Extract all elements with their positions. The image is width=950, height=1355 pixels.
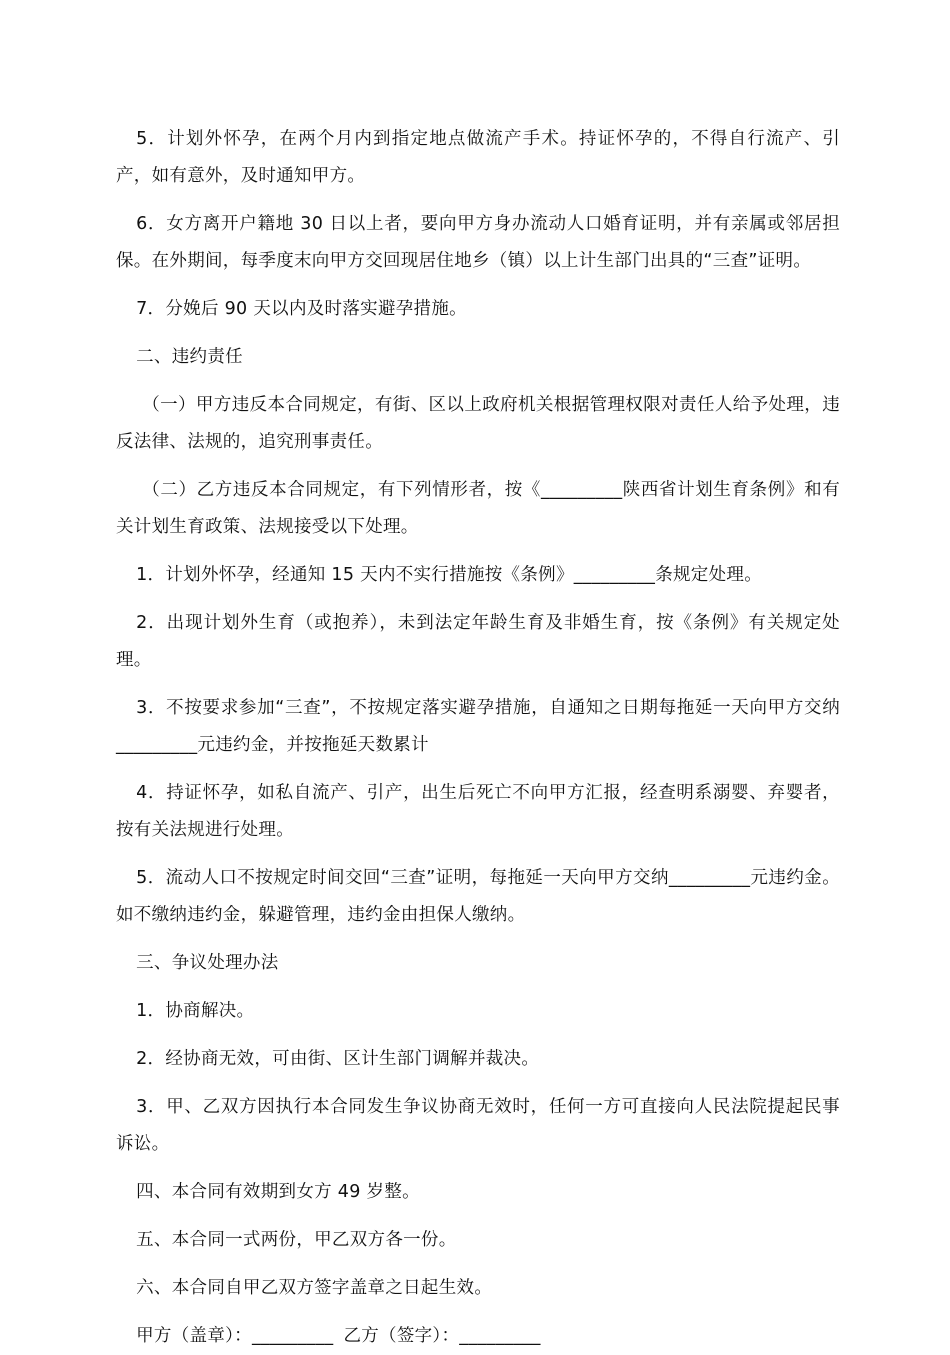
liability-item-4: 4．持证怀孕，如私自流产、引产，出生后死亡不向甲方汇报，经查明系溺婴、弃婴者，按有关法规进行处理。 [116,783,840,840]
section-heading-liability: 二、违约责任 [136,347,243,367]
clause-7-postpartum-contraception: 7．分娩后 90 天以内及时落实避孕措施。 [136,299,467,319]
liability-item-5: 5．流动人口不按规定时间交回“三查”证明，每拖延一天向甲方交纳_________元违约金。如不缴纳违约金，躲避管理，违约金由担保人缴纳。 [116,868,840,925]
section-heading-dispute: 三、争议处理办法 [136,953,279,973]
document-body [116,121,840,1355]
liability-item-2: 2．出现计划外生育（或抱养），未到法定年龄生育及非婚生育，按《条例》有关规定处理。 [116,613,840,670]
clause-6-migrant-certificate: 6．女方离开户籍地 30 日以上者，要向甲方身办流动人口婚育证明，并有亲属或邻居担保。在外期间，每季度末向甲方交回现居住地乡（镇）以上计生部门出具的“三查”证明。 [116,214,840,271]
liability-party-b: （二）乙方违反本合同规定，有下列情形者，按《_________陕西省计划生育条例》和有关计划生育政策、法规接受以下处理。 [116,480,840,537]
dispute-item-2: 2．经协商无效，可由街、区计生部门调解并裁决。 [136,1049,540,1069]
dispute-item-3: 3．甲、乙双方因执行本合同发生争议协商无效时，任何一方可直接向人民法院提起民事诉讼。 [116,1097,840,1154]
section-validity-period: 四、本合同有效期到女方 49 岁整。 [136,1182,420,1202]
section-copies: 五、本合同一式两份，甲乙双方各一份。 [136,1230,457,1250]
party-b-signature-field: 乙方（签字）：_________ [343,1326,541,1346]
dispute-item-1: 1．协商解决。 [136,1001,255,1021]
signature-line [116,1318,840,1355]
liability-item-3: 3．不按要求参加“三查”，不按规定落实避孕措施，自通知之日期每拖延一天向甲方交纳_________元违约金，并按拖延天数累计 [116,698,840,755]
liability-item-1: 1．计划外怀孕，经通知 15 天内不实行措施按《条例》_________条规定处理。 [136,565,762,585]
clause-5-unplanned-pregnancy: 5．计划外怀孕，在两个月内到指定地点做流产手术。持证怀孕的，不得自行流产、引产，如有意外，及时通知甲方。 [116,129,840,186]
section-effective-date: 六、本合同自甲乙双方签字盖章之日起生效。 [136,1278,493,1298]
party-a-seal-field: 甲方（盖章）：_________ [136,1326,334,1346]
liability-party-a: （一）甲方违反本合同规定，有街、区以上政府机关根据管理权限对责任人给予处理，违反法律、法规的，追究刑事责任。 [116,395,840,452]
